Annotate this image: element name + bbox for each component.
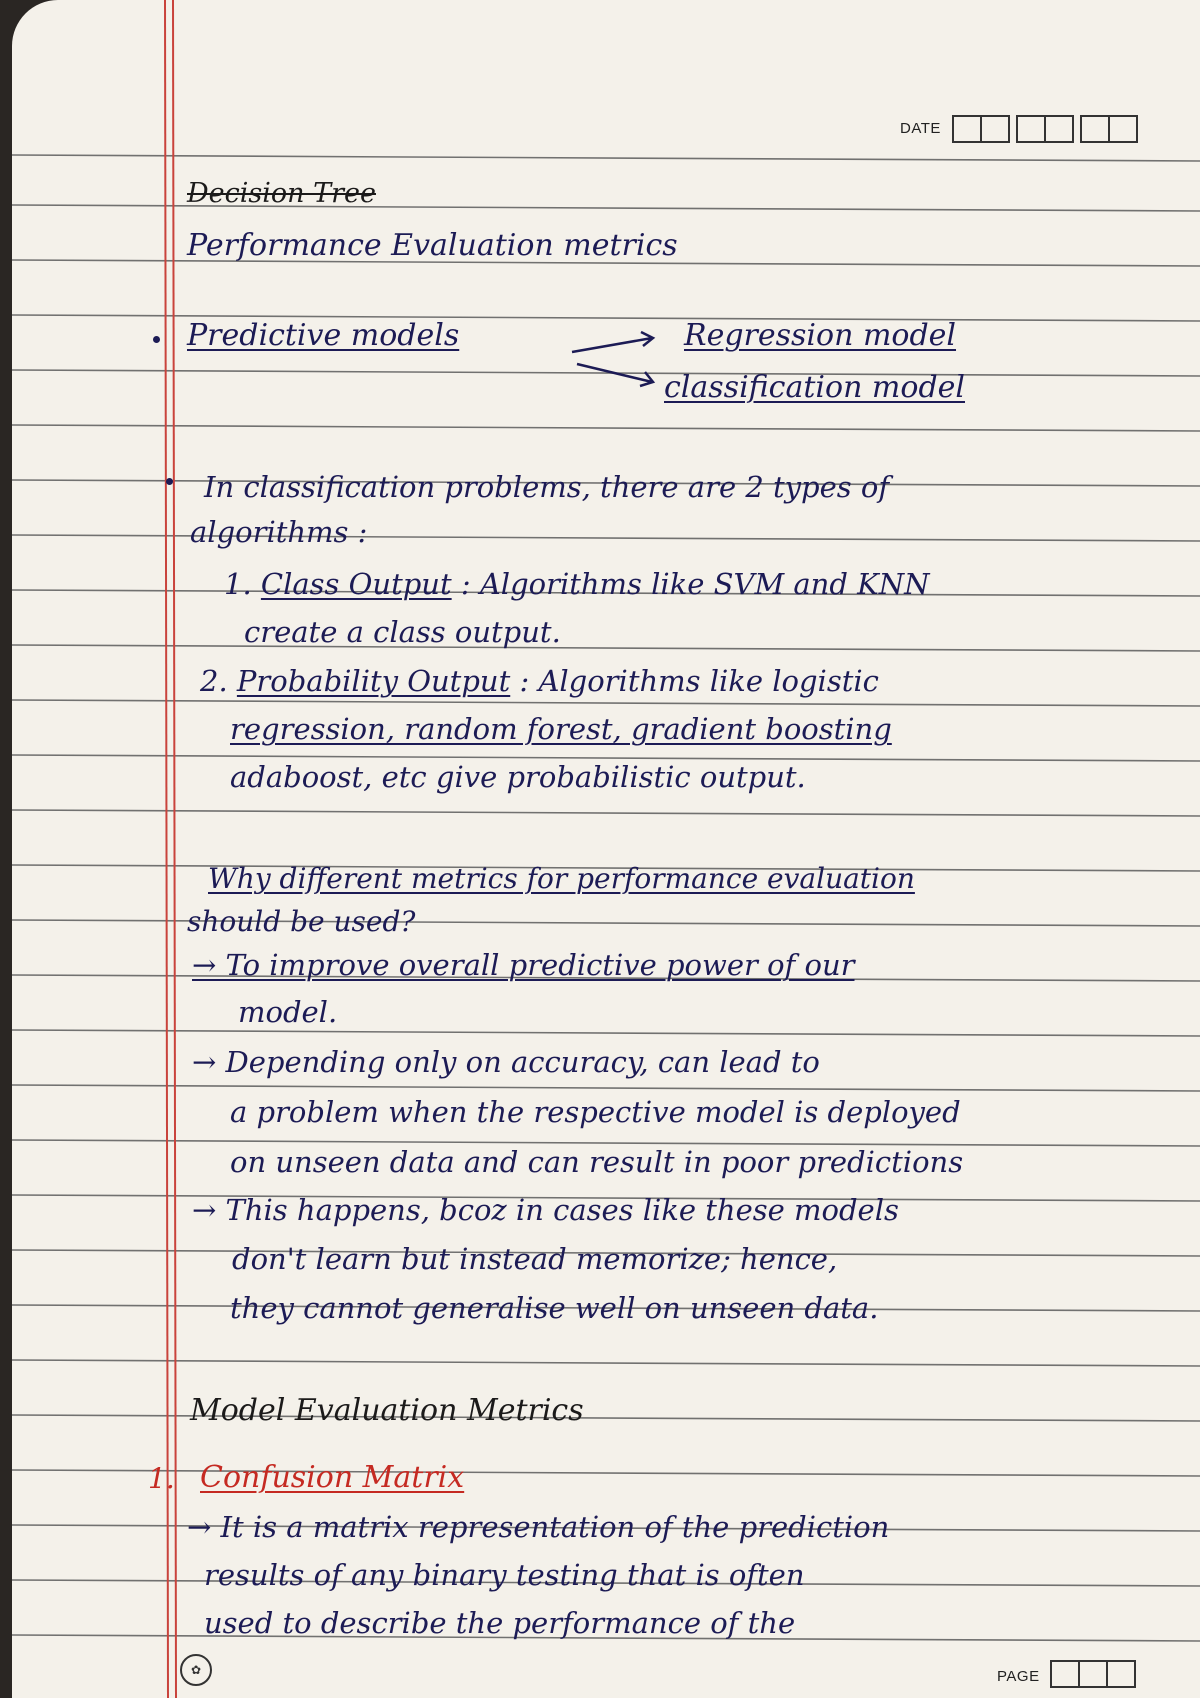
item-2-heading: Probability Output <box>236 664 511 698</box>
logo-stamp-icon: ✿ <box>180 1654 212 1686</box>
bullet-dot <box>153 336 160 343</box>
item-2-number: 2. <box>200 664 228 698</box>
reason-1-line-1: → To improve overall predictive power of our <box>192 948 855 982</box>
item-1-heading: Class Output <box>260 567 452 601</box>
item-2-line-3: adaboost, etc give probabilistic output. <box>230 760 806 794</box>
item-1-text: : Algorithms like SVM and KNN <box>451 567 930 601</box>
arrow-right-icon <box>567 324 677 394</box>
section-heading: Model Evaluation Metrics <box>190 1393 584 1428</box>
confusion-line-2: results of any binary testing that is often <box>204 1558 805 1592</box>
why-line-2: should be used? <box>187 905 416 938</box>
date-boxes[interactable] <box>954 115 1138 143</box>
predictive-models-label: Predictive models <box>187 318 460 353</box>
item-1-line-2: create a class output. <box>244 615 561 649</box>
reason-3-line-3: they cannot generalise well on unseen data. <box>230 1291 879 1325</box>
reason-2-line-2: a problem when the respective model is deployed <box>230 1095 961 1129</box>
classification-model-label: classification model <box>664 370 965 405</box>
why-line-1: Why different metrics for performance evaluation <box>208 862 915 895</box>
confusion-line-1: → It is a matrix representation of the prediction <box>187 1510 890 1544</box>
item-2-text: : Algorithms like logistic <box>510 664 879 698</box>
item-1-number: 1. <box>224 567 252 601</box>
confusion-line-3: used to describe the performance of the <box>204 1606 796 1640</box>
regression-model-label: Regression model <box>684 318 957 353</box>
reason-2-line-3: on unseen data and can result in poor predictions <box>230 1145 964 1179</box>
notebook-page <box>12 0 1200 1698</box>
intro-line-1: In classification problems, there are 2 types of <box>204 470 890 504</box>
bullet-dot <box>166 478 173 485</box>
strike-heading: Decision Tree <box>187 178 376 209</box>
item-1 <box>224 567 930 601</box>
item-2-line-2: regression, random forest, gradient boosting <box>230 712 892 746</box>
page-title: Performance Evaluation metrics <box>187 228 678 263</box>
confusion-matrix-heading: Confusion Matrix <box>200 1460 465 1495</box>
item-2 <box>200 664 879 698</box>
date-label: DATE <box>900 120 941 137</box>
reason-2-line-1: → Depending only on accuracy, can lead to <box>192 1045 820 1079</box>
page-number-boxes[interactable] <box>1052 1660 1136 1688</box>
page-label: PAGE <box>997 1668 1040 1685</box>
reason-1-line-2: model. <box>238 995 338 1029</box>
reason-3-line-2: don't learn but instead memorize; hence, <box>232 1242 838 1276</box>
confusion-number: 1. <box>148 1462 175 1495</box>
reason-3-line-1: → This happens, bcoz in cases like these models <box>192 1193 899 1227</box>
intro-line-2: algorithms : <box>190 515 368 549</box>
